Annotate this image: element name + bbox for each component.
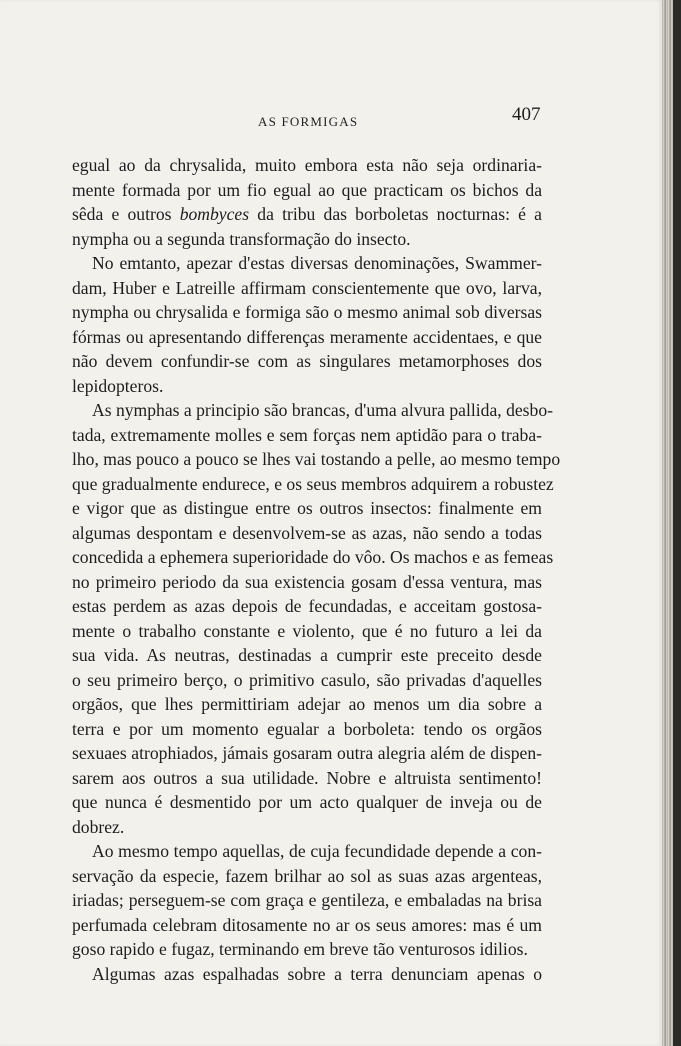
page-number: 407 (512, 104, 541, 125)
text-line: que nunca é desmentido por um acto qualquer de inveja ou de (72, 792, 542, 812)
text-line: Ao mesmo tempo aquellas, de cuja fecundidade depende a con- (92, 841, 542, 861)
text-line: sexuaes atrophiados, jámais gosaram outra alegria além de dispen- (72, 743, 542, 763)
text-line: lepidopteros. (72, 375, 164, 396)
text-line: o seu primeiro berço, o primitivo casulo, são privadas d'aquelles (72, 669, 542, 690)
text-line: goso rapido e fugaz, terminando em breve tão venturosos idilios. (72, 939, 528, 959)
text-line: que gradualmente endurece, e os seus membros adquirem a robustez (72, 473, 554, 494)
text-line: perfumada celebram ditosamente no ar os seus amores: mas é um (72, 914, 542, 935)
text-line: não devem confundir-se com as singulares metamorphoses dos (72, 351, 542, 371)
text-line: mente formada por um fio egual ao que practicam os bichos da (72, 179, 542, 200)
text-line: dobrez. (72, 816, 125, 837)
text-line: nympha ou a segunda transformação do insecto. (72, 228, 411, 249)
text-line: concedida a ephemera superioridade do vôo. Os machos e as femeas (72, 547, 554, 567)
text-line: sarem aos outros a sua utilidade. Nobre e altruista sentimento! (72, 767, 542, 788)
text-line: No emtanto, apezar d'estas diversas denominações, Swammer- (92, 253, 542, 273)
text-line: orgãos, que lhes permittiriam adejar ao menos um dia sobre a (72, 694, 542, 714)
text-line: mente o trabalho constante e violento, que é no futuro a lei da (72, 620, 542, 641)
text-line: iriadas; perseguem-se com graça e gentileza, e embaladas na brisa (72, 890, 542, 910)
text-line: estas perdem as azas depois de fecundadas, e acceitam gostosa- (72, 596, 542, 616)
text-line: egual ao da chrysalida, muito embora esta não seja ordinaria- (72, 155, 542, 175)
text-line: dam, Huber e Latreille affirmam conscientemente que ovo, larva, (72, 277, 542, 298)
text-line: servação da especie, fazem brilhar ao sol as suas azas argenteas, (72, 865, 542, 886)
text-line: lho, mas pouco a pouco se lhes vai tostando a pelle, ao mesmo tempo (72, 449, 561, 469)
text-line: terra e por um momento egualar a borboleta: tendo os orgãos (72, 718, 542, 739)
text-line: fórmas ou apresentando differenças meramente accidentaes, e que (72, 326, 542, 347)
text-line: no primeiro periodo da sua existencia gosam d'essa ventura, mas (72, 571, 542, 592)
text-line: algumas despontam e desenvolvem-se as azas, não sendo a todas (72, 522, 542, 543)
italic-term: bombyces (179, 204, 250, 224)
text-line: tada, extremamente molles e sem forças nem aptidão para o traba- (72, 424, 542, 445)
text-line: sua vida. As neutras, destinadas a cumprir este preceito desde (72, 645, 542, 665)
book-cover-edge (673, 0, 681, 1046)
running-title: AS FORMIGAS (258, 114, 359, 129)
body-text (72, 153, 561, 986)
text-line: e vigor que as distingue entre os outros insectos: finalmente em (72, 498, 542, 518)
text-line: Algumas azas espalhadas sobre a terra denunciam apenas o (92, 963, 542, 984)
text-line: sêda e outros bombyces da tribu das borboletas nocturnas: é a (72, 204, 542, 224)
text-line: nympha ou chrysalida e formiga são o mesmo animal sob diversas (72, 302, 542, 322)
text-line: As nymphas a principio são brancas, d'uma alvura pallida, desbo- (92, 400, 553, 420)
